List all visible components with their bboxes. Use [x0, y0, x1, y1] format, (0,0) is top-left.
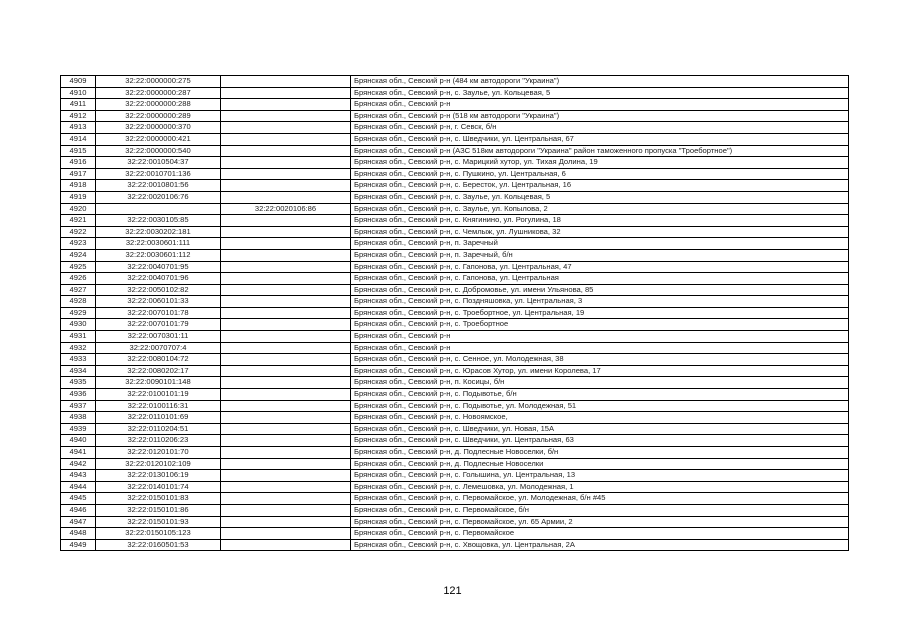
- table-row: [61, 226, 849, 238]
- table-row: [61, 284, 849, 296]
- address-cell: Брянская обл., Севский р-н, с. Новоямское,: [351, 412, 849, 424]
- address-cell: Брянская обл., Севский р-н, с. Хвощовка, ул. Центральная, 2А: [351, 539, 849, 551]
- cadastral-number-cell: 32:22:0150105:123: [96, 528, 221, 540]
- table-row: [61, 539, 849, 551]
- table-row: [61, 238, 849, 250]
- cadastral-number-cell: 32:22:0150101:93: [96, 516, 221, 528]
- cadastral-number-cell: 32:22:0000000:289: [96, 110, 221, 122]
- table-row: [61, 296, 849, 308]
- cadastral-number-alt-cell: [221, 389, 351, 401]
- table-row: [61, 261, 849, 273]
- table-row: [61, 504, 849, 516]
- table-row: [61, 389, 849, 401]
- cadastral-number-alt-cell: [221, 458, 351, 470]
- cadastral-number-cell: 32:22:0100116:31: [96, 400, 221, 412]
- row-number-cell: 4925: [61, 261, 96, 273]
- row-number-cell: 4911: [61, 99, 96, 111]
- cadastral-number-alt-cell: [221, 435, 351, 447]
- cadastral-number-cell: 32:22:0010801:56: [96, 180, 221, 192]
- address-cell: Брянская обл., Севский р-н, с. Троебортное, ул. Центральная, 19: [351, 307, 849, 319]
- cadastral-number-alt-cell: [221, 365, 351, 377]
- address-cell: Брянская обл., Севский р-н, с. Первомайское, ул. 65 Армии, 2: [351, 516, 849, 528]
- address-cell: Брянская обл., Севский р-н, с. Заулье, ул. Копылова, 2: [351, 203, 849, 215]
- cadastral-number-cell: 32:22:0120101:70: [96, 447, 221, 459]
- cadastral-number-cell: 32:22:0030202:181: [96, 226, 221, 238]
- cadastral-number-cell: 32:22:0060101:33: [96, 296, 221, 308]
- address-cell: Брянская обл., Севский р-н, с. Марицкий хутор, ул. Тихая Долина, 19: [351, 157, 849, 169]
- table-row: [61, 354, 849, 366]
- row-number-cell: 4933: [61, 354, 96, 366]
- row-number-cell: 4938: [61, 412, 96, 424]
- address-cell: Брянская обл., Севский р-н, с. Княгинино, ул. Рогулина, 18: [351, 215, 849, 227]
- cadastral-number-cell: 32:22:0120102:109: [96, 458, 221, 470]
- cadastral-number-alt-cell: [221, 504, 351, 516]
- address-cell: Брянская обл., Севский р-н, с. Юрасов Хутор, ул. имени Королева, 17: [351, 365, 849, 377]
- cadastral-number-cell: 32:22:0090101:148: [96, 377, 221, 389]
- address-cell: Брянская обл., Севский р-н, п. Заречный: [351, 238, 849, 250]
- table-row: [61, 273, 849, 285]
- cadastral-number-alt-cell: [221, 226, 351, 238]
- address-cell: Брянская обл., Севский р-н, с. Подывотье, б/н: [351, 389, 849, 401]
- cadastral-number-alt-cell: [221, 191, 351, 203]
- row-number-cell: 4919: [61, 191, 96, 203]
- row-number-cell: 4924: [61, 249, 96, 261]
- cadastral-number-cell: 32:22:0080202:17: [96, 365, 221, 377]
- cadastral-number-alt-cell: [221, 412, 351, 424]
- address-cell: Брянская обл., Севский р-н (518 км автодороги "Украина"): [351, 110, 849, 122]
- cadastral-number-alt-cell: [221, 539, 351, 551]
- cadastral-number-cell: 32:22:0030105:85: [96, 215, 221, 227]
- cadastral-number-alt-cell: [221, 261, 351, 273]
- table-row: [61, 470, 849, 482]
- address-cell: Брянская обл., Севский р-н, с. Сенное, ул. Молодежная, 38: [351, 354, 849, 366]
- cadastral-number-alt-cell: [221, 400, 351, 412]
- address-cell: Брянская обл., Севский р-н, д. Подлесные Новоселки: [351, 458, 849, 470]
- cadastral-number-cell: 32:22:0030601:111: [96, 238, 221, 250]
- row-number-cell: 4943: [61, 470, 96, 482]
- row-number-cell: 4931: [61, 331, 96, 343]
- table-row: [61, 435, 849, 447]
- cadastral-number-cell: 32:22:0110206:23: [96, 435, 221, 447]
- table-row: [61, 447, 849, 459]
- address-cell: Брянская обл., Севский р-н, с. Троебортное: [351, 319, 849, 331]
- cadastral-number-cell: 32:22:0070101:79: [96, 319, 221, 331]
- row-number-cell: 4936: [61, 389, 96, 401]
- cadastral-number-alt-cell: [221, 168, 351, 180]
- row-number-cell: 4928: [61, 296, 96, 308]
- address-cell: Брянская обл., Севский р-н: [351, 99, 849, 111]
- table-row: [61, 458, 849, 470]
- cadastral-number-alt-cell: [221, 481, 351, 493]
- row-number-cell: 4917: [61, 168, 96, 180]
- table-row: [61, 157, 849, 169]
- cadastral-number-alt-cell: [221, 180, 351, 192]
- row-number-cell: 4932: [61, 342, 96, 354]
- address-cell: Брянская обл., Севский р-н, с. Поздняшовка, ул. Центральная, 3: [351, 296, 849, 308]
- cadastral-number-alt-cell: [221, 296, 351, 308]
- table-row: [61, 76, 849, 88]
- row-number-cell: 4941: [61, 447, 96, 459]
- cadastral-number-alt-cell: [221, 528, 351, 540]
- row-number-cell: 4915: [61, 145, 96, 157]
- row-number-cell: 4913: [61, 122, 96, 134]
- row-number-cell: 4910: [61, 87, 96, 99]
- address-cell: Брянская обл., Севский р-н (484 км автодороги "Украина"): [351, 76, 849, 88]
- cadastral-number-cell: 32:22:0040701:95: [96, 261, 221, 273]
- cadastral-number-alt-cell: [221, 319, 351, 331]
- row-number-cell: 4946: [61, 504, 96, 516]
- address-cell: Брянская обл., Севский р-н, с. Заулье, ул. Кольцевая, 5: [351, 87, 849, 99]
- table-row: [61, 180, 849, 192]
- cadastral-number-cell: 32:22:0150101:83: [96, 493, 221, 505]
- row-number-cell: 4909: [61, 76, 96, 88]
- table-row: [61, 377, 849, 389]
- cadastral-number-alt-cell: [221, 122, 351, 134]
- cadastral-number-cell: 32:22:0000000:421: [96, 133, 221, 145]
- cadastral-number-alt-cell: [221, 157, 351, 169]
- row-number-cell: 4942: [61, 458, 96, 470]
- address-cell: Брянская обл., Севский р-н, с. Гапонова, ул. Центральная: [351, 273, 849, 285]
- cadastral-number-cell: 32:22:0000000:287: [96, 87, 221, 99]
- table-row: [61, 87, 849, 99]
- table-row: [61, 203, 849, 215]
- address-cell: Брянская обл., Севский р-н, с. Чемлыж, ул. Лушникова, 32: [351, 226, 849, 238]
- address-cell: Брянская обл., Севский р-н: [351, 331, 849, 343]
- table-body: [61, 76, 849, 551]
- table-row: [61, 516, 849, 528]
- row-number-cell: 4935: [61, 377, 96, 389]
- cadastral-number-cell: 32:22:0000000:288: [96, 99, 221, 111]
- cadastral-number-alt-cell: [221, 133, 351, 145]
- address-cell: Брянская обл., Севский р-н, с. Пушкино, ул. Центральная, 6: [351, 168, 849, 180]
- table-row: [61, 307, 849, 319]
- cadastral-number-cell: 32:22:0010701:136: [96, 168, 221, 180]
- address-cell: Брянская обл., Севский р-н, п. Заречный, б/н: [351, 249, 849, 261]
- table-row: [61, 249, 849, 261]
- table-row: [61, 423, 849, 435]
- row-number-cell: 4929: [61, 307, 96, 319]
- address-cell: Брянская обл., Севский р-н, с. Шведчики, ул. Центральная, 67: [351, 133, 849, 145]
- page-number: 121: [443, 585, 462, 597]
- cadastral-number-alt-cell: [221, 99, 351, 111]
- table-row: [61, 122, 849, 134]
- table-row: [61, 528, 849, 540]
- row-number-cell: 4949: [61, 539, 96, 551]
- address-cell: Брянская обл., Севский р-н: [351, 342, 849, 354]
- row-number-cell: 4939: [61, 423, 96, 435]
- address-cell: Брянская обл., Севский р-н, с. Шведчики, ул. Новая, 15А: [351, 423, 849, 435]
- cadastral-number-cell: 32:22:0050102:82: [96, 284, 221, 296]
- address-cell: Брянская обл., Севский р-н, с. Подывотье, ул. Молодежная, 51: [351, 400, 849, 412]
- address-cell: Брянская обл., Севский р-н, г. Севск, б/н: [351, 122, 849, 134]
- table-row: [61, 145, 849, 157]
- row-number-cell: 4918: [61, 180, 96, 192]
- address-cell: Брянская обл., Севский р-н, с. Добромовье, ул. имени Ульянова, 85: [351, 284, 849, 296]
- address-cell: Брянская обл., Севский р-н, д. Подлесные Новоселки, б/н: [351, 447, 849, 459]
- cadastral-number-alt-cell: [221, 249, 351, 261]
- cadastral-number-alt-cell: [221, 423, 351, 435]
- cadastral-number-alt-cell: [221, 331, 351, 343]
- cadastral-number-alt-cell: [221, 284, 351, 296]
- table-row: [61, 99, 849, 111]
- cadastral-number-cell: 32:22:0010504:37: [96, 157, 221, 169]
- address-cell: Брянская обл., Севский р-н, с. Заулье, ул. Кольцевая, 5: [351, 191, 849, 203]
- cadastral-number-alt-cell: [221, 76, 351, 88]
- address-cell: Брянская обл., Севский р-н, с. Гапонова, ул. Центральная, 47: [351, 261, 849, 273]
- address-cell: Брянская обл., Севский р-н, с. Первомайское, б/н: [351, 504, 849, 516]
- row-number-cell: 4922: [61, 226, 96, 238]
- table-row: [61, 481, 849, 493]
- table-row: [61, 168, 849, 180]
- address-cell: Брянская обл., Севский р-н (АЗС 518км автодороги "Украина" район таможенного пропуска "Троебортное"): [351, 145, 849, 157]
- address-cell: Брянская обл., Севский р-н, с. Первомайское: [351, 528, 849, 540]
- address-cell: Брянская обл., Севский р-н, п. Косицы, б/н: [351, 377, 849, 389]
- row-number-cell: 4937: [61, 400, 96, 412]
- cadastral-number-cell: 32:22:0140101:74: [96, 481, 221, 493]
- table-row: [61, 365, 849, 377]
- address-cell: Брянская обл., Севский р-н, с. Шведчики, ул. Центральная, 63: [351, 435, 849, 447]
- cadastral-number-alt-cell: [221, 354, 351, 366]
- row-number-cell: 4926: [61, 273, 96, 285]
- row-number-cell: 4940: [61, 435, 96, 447]
- row-number-cell: 4916: [61, 157, 96, 169]
- address-cell: Брянская обл., Севский р-н, с. Голышина, ул. Центральная, 13: [351, 470, 849, 482]
- cadastral-number-alt-cell: [221, 342, 351, 354]
- table-row: [61, 191, 849, 203]
- table-row: [61, 412, 849, 424]
- cadastral-number-alt-cell: [221, 307, 351, 319]
- cadastral-number-alt-cell: [221, 215, 351, 227]
- cadastral-number-alt-cell: [221, 470, 351, 482]
- cadastral-number-cell: 32:22:0070101:78: [96, 307, 221, 319]
- table-row: [61, 342, 849, 354]
- table-row: [61, 133, 849, 145]
- table-row: [61, 331, 849, 343]
- table-row: [61, 400, 849, 412]
- cadastral-number-cell: 32:22:0000000:275: [96, 76, 221, 88]
- row-number-cell: 4920: [61, 203, 96, 215]
- cadastral-number-cell: 32:22:0020106:76: [96, 191, 221, 203]
- cadastral-number-cell: [96, 203, 221, 215]
- address-cell: Брянская обл., Севский р-н, с. Лемешовка, ул. Молодежная, 1: [351, 481, 849, 493]
- table-row: [61, 110, 849, 122]
- row-number-cell: 4945: [61, 493, 96, 505]
- row-number-cell: 4930: [61, 319, 96, 331]
- cadastral-number-alt-cell: [221, 377, 351, 389]
- address-cell: Брянская обл., Севский р-н, с. Бересток, ул. Центральная, 16: [351, 180, 849, 192]
- row-number-cell: 4948: [61, 528, 96, 540]
- cadastral-table: [60, 75, 849, 551]
- cadastral-number-cell: 32:22:0070301:11: [96, 331, 221, 343]
- cadastral-number-alt-cell: [221, 273, 351, 285]
- row-number-cell: 4912: [61, 110, 96, 122]
- cadastral-number-cell: 32:22:0030601:112: [96, 249, 221, 261]
- cadastral-number-cell: 32:22:0150101:86: [96, 504, 221, 516]
- cadastral-number-alt-cell: [221, 238, 351, 250]
- cadastral-number-cell: 32:22:0070707:4: [96, 342, 221, 354]
- cadastral-number-cell: 32:22:0100101:19: [96, 389, 221, 401]
- cadastral-number-cell: 32:22:0130106:19: [96, 470, 221, 482]
- cadastral-number-alt-cell: 32:22:0020106:86: [221, 203, 351, 215]
- cadastral-number-alt-cell: [221, 493, 351, 505]
- row-number-cell: 4921: [61, 215, 96, 227]
- cadastral-number-cell: 32:22:0040701:96: [96, 273, 221, 285]
- cadastral-number-alt-cell: [221, 516, 351, 528]
- cadastral-number-cell: 32:22:0080104:72: [96, 354, 221, 366]
- table-row: [61, 319, 849, 331]
- cadastral-number-alt-cell: [221, 145, 351, 157]
- cadastral-number-cell: 32:22:0110204:51: [96, 423, 221, 435]
- cadastral-number-alt-cell: [221, 110, 351, 122]
- cadastral-number-cell: 32:22:0000000:540: [96, 145, 221, 157]
- cadastral-number-cell: 32:22:0000000:370: [96, 122, 221, 134]
- row-number-cell: 4923: [61, 238, 96, 250]
- table-row: [61, 215, 849, 227]
- address-cell: Брянская обл., Севский р-н, с. Первомайское, ул. Молодежная, б/н #45: [351, 493, 849, 505]
- cadastral-number-cell: 32:22:0110101:69: [96, 412, 221, 424]
- cadastral-number-alt-cell: [221, 447, 351, 459]
- row-number-cell: 4947: [61, 516, 96, 528]
- row-number-cell: 4944: [61, 481, 96, 493]
- cadastral-number-alt-cell: [221, 87, 351, 99]
- row-number-cell: 4934: [61, 365, 96, 377]
- cadastral-number-cell: 32:22:0160501:53: [96, 539, 221, 551]
- row-number-cell: 4927: [61, 284, 96, 296]
- table-row: [61, 493, 849, 505]
- row-number-cell: 4914: [61, 133, 96, 145]
